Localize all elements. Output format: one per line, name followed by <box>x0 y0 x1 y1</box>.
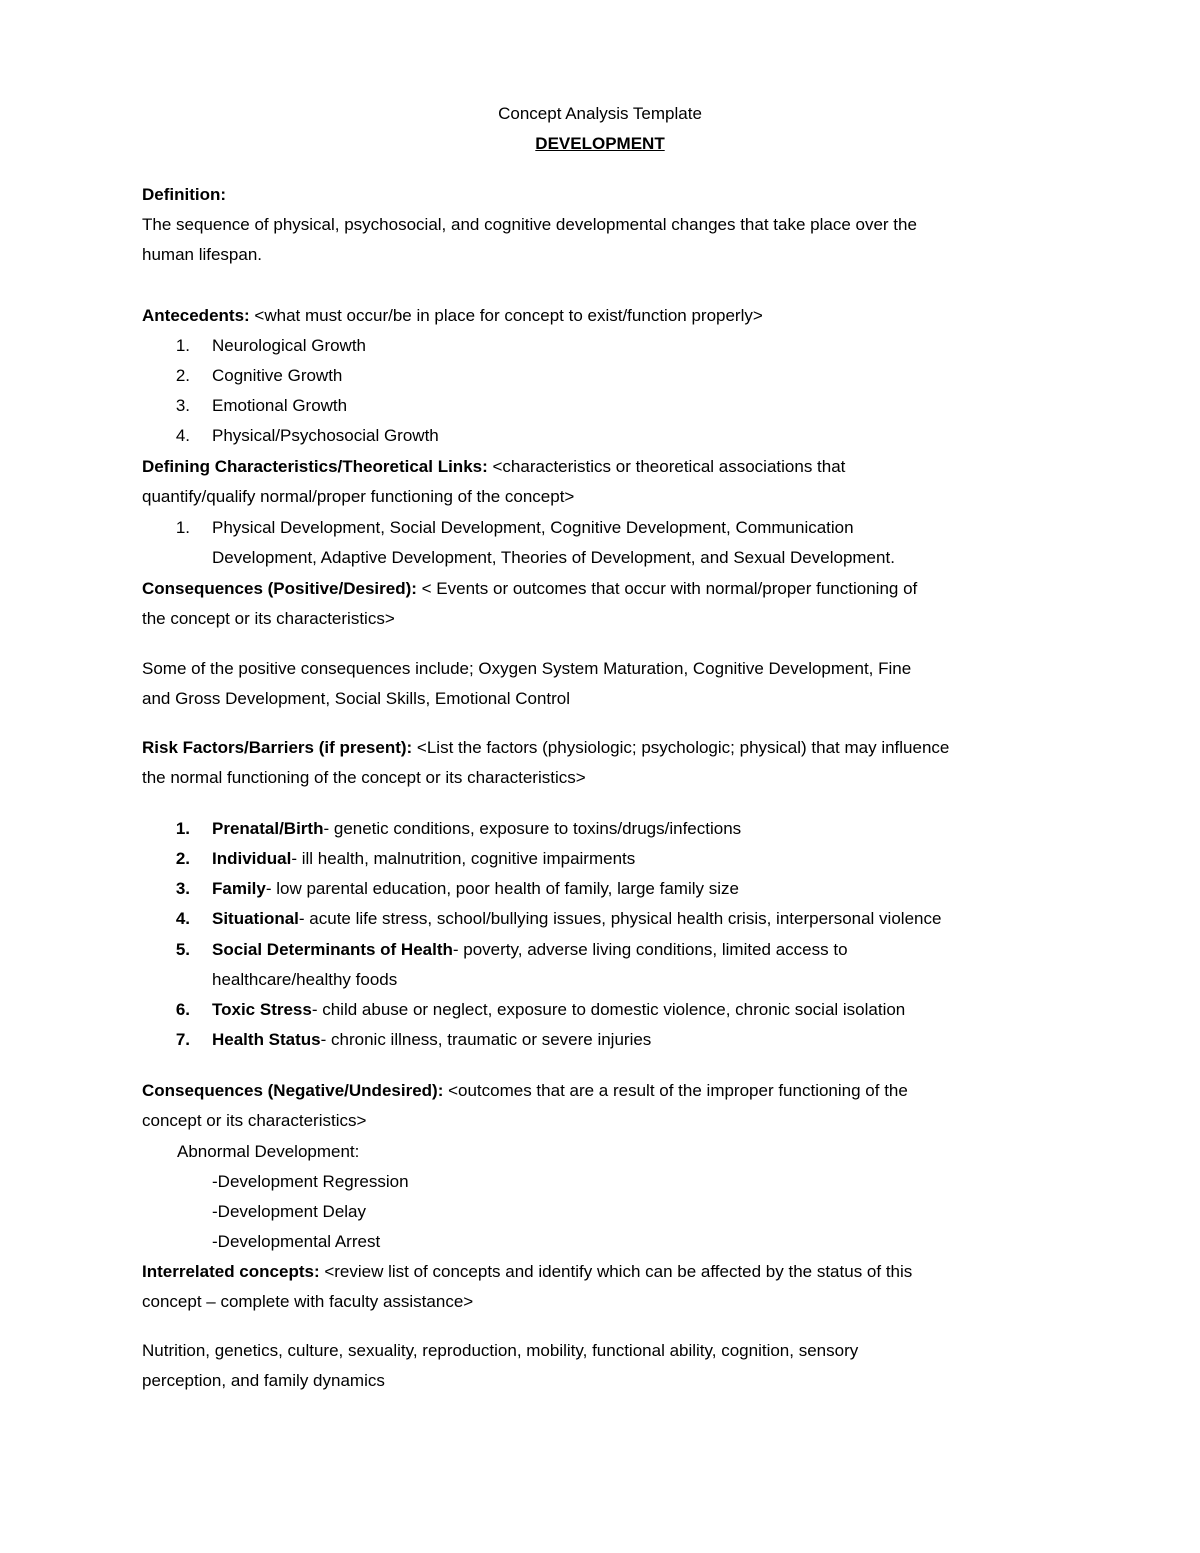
list-item <box>212 1029 651 1051</box>
risk-prompt-line2: the normal functioning of the concept or its characteristics> <box>142 768 586 787</box>
list-item: -Developmental Arrest <box>212 1232 381 1251</box>
positive-heading <box>142 578 917 600</box>
positive-text-line1: Some of the positive consequences include; Oxygen System Maturation, Cognitive Development, Fine <box>142 659 912 678</box>
list-item <box>212 818 741 840</box>
list-item <box>212 848 635 870</box>
defining-prompt-line2: quantify/qualify normal/proper functioning of the concept> <box>142 487 575 506</box>
list-number: 7. <box>175 1030 190 1049</box>
risk-text: - poverty, adverse living conditions, limited access to <box>452 940 848 959</box>
concept-name: DEVELOPMENT <box>535 134 665 153</box>
list-number: 4. <box>175 909 190 928</box>
risk-term: Prenatal/Birth <box>212 819 324 838</box>
abnormal-development-heading: Abnormal Development: <box>177 1142 360 1161</box>
positive-text-line2: and Gross Development, Social Skills, Emotional Control <box>142 689 571 708</box>
list-number: 1. <box>175 336 190 355</box>
definition-text-line2: human lifespan. <box>142 245 263 264</box>
risk-term: Individual <box>212 849 292 868</box>
list-item-continuation: healthcare/healthy foods <box>212 970 398 989</box>
list-number: 1. <box>175 518 190 537</box>
list-number: 6. <box>175 1000 190 1019</box>
interrelated-prompt-line1: <review list of concepts and identify which can be affected by the status of this <box>319 1262 913 1281</box>
positive-label: Consequences (Positive/Desired): <box>142 579 417 598</box>
risk-text: - ill health, malnutrition, cognitive impairments <box>291 849 636 868</box>
list-item <box>212 999 905 1021</box>
list-item: -Development Delay <box>212 1202 367 1221</box>
risk-label: Risk Factors/Barriers (if present): <box>142 738 413 757</box>
list-item <box>212 939 848 961</box>
definition-label: Definition: <box>142 185 227 204</box>
negative-heading <box>142 1080 908 1102</box>
risk-term: Situational <box>212 909 299 928</box>
negative-prompt-line1: <outcomes that are a result of the improper functioning of the <box>443 1081 908 1100</box>
list-number: 1. <box>175 819 190 838</box>
risk-term: Social Determinants of Health <box>212 940 453 959</box>
list-item: Emotional Growth <box>212 396 348 415</box>
document-title: Concept Analysis Template <box>498 104 702 123</box>
risk-prompt-line1: <List the factors (physiologic; psychologic; physical) that may influence <box>412 738 950 757</box>
negative-prompt-line2: concept or its characteristics> <box>142 1111 367 1130</box>
list-item: -Development Regression <box>212 1172 409 1191</box>
antecedents-prompt: <what must occur/be in place for concept to exist/function properly> <box>249 306 763 325</box>
interrelated-label: Interrelated concepts: <box>142 1262 320 1281</box>
defining-prompt-line1: <characteristics or theoretical associations that <box>487 457 846 476</box>
antecedents-label: Antecedents: <box>142 306 250 325</box>
list-number: 3. <box>175 396 190 415</box>
list-item: Neurological Growth <box>212 336 367 355</box>
list-number: 2. <box>175 849 190 868</box>
negative-label: Consequences (Negative/Undesired): <box>142 1081 444 1100</box>
risk-term: Health Status <box>212 1030 321 1049</box>
risk-text: - low parental education, poor health of family, large family size <box>265 879 739 898</box>
risk-heading <box>142 737 949 759</box>
risk-text: - genetic conditions, exposure to toxins/drugs/infections <box>323 819 742 838</box>
defining-label: Defining Characteristics/Theoretical Links: <box>142 457 488 476</box>
risk-text: - chronic illness, traumatic or severe injuries <box>320 1030 652 1049</box>
risk-text: - child abuse or neglect, exposure to domestic violence, chronic social isolation <box>311 1000 906 1019</box>
interrelated-text-line2: perception, and family dynamics <box>142 1371 385 1390</box>
antecedents-heading <box>142 305 763 327</box>
positive-prompt-line2: the concept or its characteristics> <box>142 609 395 628</box>
list-item <box>212 908 941 930</box>
list-item <box>212 878 739 900</box>
list-number: 3. <box>175 879 190 898</box>
list-item: Physical Development, Social Development, Cognitive Development, Communication <box>212 518 854 537</box>
list-number: 4. <box>175 426 190 445</box>
risk-text: - acute life stress, school/bullying issues, physical health crisis, interpersonal violence <box>298 909 942 928</box>
list-number: 5. <box>175 940 190 959</box>
interrelated-text-line1: Nutrition, genetics, culture, sexuality, reproduction, mobility, functional ability, cognition, sensory <box>142 1341 859 1360</box>
list-item-continuation: Development, Adaptive Development, Theories of Development, and Sexual Development. <box>212 548 895 567</box>
risk-term: Family <box>212 879 266 898</box>
list-number: 2. <box>175 366 190 385</box>
list-item: Cognitive Growth <box>212 366 343 385</box>
list-item: Physical/Psychosocial Growth <box>212 426 439 445</box>
interrelated-prompt-line2: concept – complete with faculty assistance> <box>142 1292 474 1311</box>
positive-prompt-line1: < Events or outcomes that occur with normal/proper functioning of <box>416 579 918 598</box>
defining-heading <box>142 456 845 478</box>
interrelated-heading <box>142 1261 912 1283</box>
definition-text-line1: The sequence of physical, psychosocial, and cognitive developmental changes that take place over the <box>142 215 917 234</box>
risk-term: Toxic Stress <box>212 1000 312 1019</box>
